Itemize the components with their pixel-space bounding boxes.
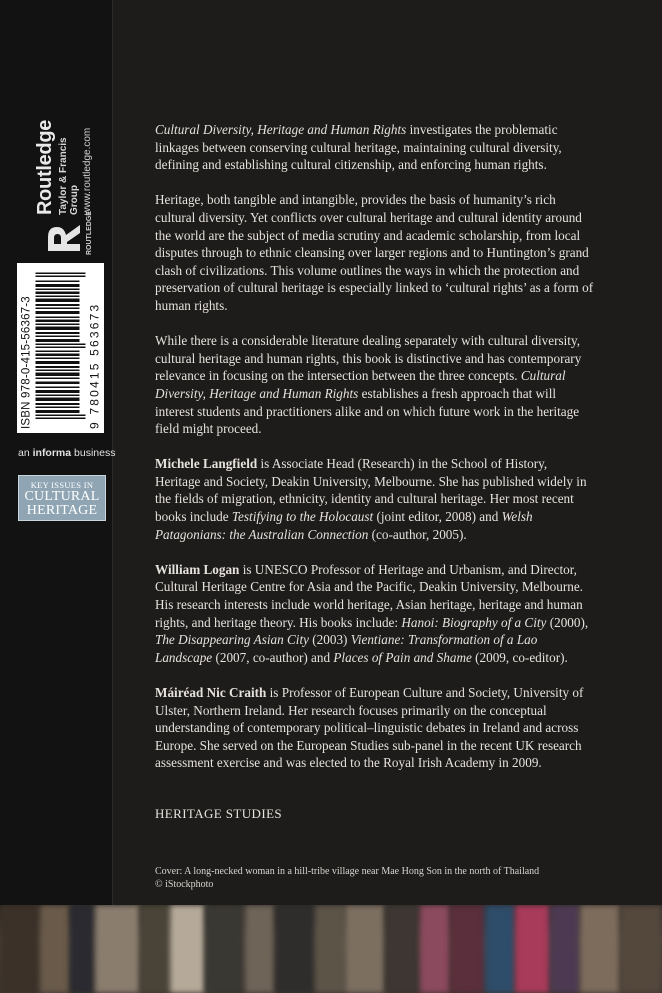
barcode-icon (35, 269, 85, 419)
book-title: Cultural Diversity, Heritage and Human Rights (155, 122, 407, 137)
routledge-logo-icon (44, 219, 84, 255)
publisher-name: Routledge (34, 119, 56, 215)
author-bio-langfield: Michele Langfield is Associate Head (Research) in the School of History, Heritage and Society, Deakin University, Melbourne. She has published widely in the fields of migration, ethnicity, identity and cultural heritage. Her most recent books include Testifying to the Holocaust (joint editor, 2008) and Welsh Patagonians: the Australian Connection (co-author, 2005). (155, 456, 587, 542)
blurb-paragraph-2: Heritage, both tangible and intangible, provides the basis of humanity’s rich cultural diversity. Yet conflicts over cultural heritage and cultural identity around the world are the subject of media scrutiny and academic scholarship, from local disputes through to ethnic cleansing over larger regions and to Huntington’s grand clash of civilizations. This volume outlines the ways in which the protection and preservation of cultural heritage is especially linked to ‘cultural rights’ as a form of human rights. (155, 192, 594, 313)
blurb-paragraph-3: While there is a considerable literature dealing separately with cultural diversity, cultural heritage and human rights, this book is distinctive and has contemporary relevance in focusing on the intersection between the three concepts. Cultural Diversity, Heritage and Human Rights establishes a fresh approach that will interest students and practitioners alike and on which future work in the heritage field might proceed. (155, 333, 582, 437)
barcode-box (17, 263, 104, 433)
copyright-line: © iStockphoto (155, 879, 214, 890)
cover-photo-strip (0, 905, 662, 993)
publisher-website[interactable]: www.routledge.com (82, 127, 93, 215)
barcode-number: 9 780415 563673 (87, 302, 101, 429)
book-title: Cultural Diversity, Heritage and Human Rights (155, 368, 566, 401)
series-line-2: CULTURAL (24, 489, 100, 504)
author-bio-logan: William Logan is UNESCO Professor of Heritage and Urbanism, and Director, Cultural Heritage Centre for Asia and the Pacific, Deakin University, Melbourne. His research interests include world heritage, Asian heritage, heritage and human rights, and heritage theory. His books include: Hanoi: Biography of a City (2000), The Disappearing Asian City (2003) Vientiane: Transformation of a Lao Landscape (2007, co-author) and Places of Pain and Shame (2009, co-editor). (155, 561, 589, 665)
informa-brand: informa (32, 447, 72, 459)
author-name: William Logan (155, 561, 240, 577)
author-name: Michele Langfield (155, 456, 258, 472)
subject-category: HERITAGE STUDIES (155, 806, 283, 821)
routledge-logo-text: ROUTLEDGE (86, 211, 93, 255)
series-line-3: HERITAGE (26, 503, 98, 518)
cover-credit-line: Cover: A long-necked woman in a hill-tribe village near Mae Hong Son in the north of Thailand (155, 866, 540, 877)
series-badge (18, 475, 106, 521)
author-name: Máiréad Nic Craith (155, 685, 267, 700)
author-bio-nic-craith: Máiréad Nic Craith is Professor of European Culture and Society, University of Ulster, Northern Ireland. Her research focuses primarily on the conceptual understanding of contemporary political–linguistic debates in Ireland and across Europe. She served on the European Studies sub-panel in the recent UK research assessment exercise and was elected to the Royal Irish Academy in 2009. (155, 685, 584, 771)
informa-suffix: business (71, 447, 116, 459)
blurb-paragraph-1: Cultural Diversity, Heritage and Human Rights investigates the problematic linkages between conserving cultural heritage, maintaining cultural diversity, defining and establishing cultural citizenship, and enforcing human rights. (155, 122, 562, 173)
informa-tagline (18, 447, 115, 459)
cover-credit (155, 865, 625, 891)
informa-prefix: an (18, 447, 33, 459)
series-line-1: KEY ISSUES IN (30, 480, 94, 490)
blurb-text (155, 121, 595, 790)
publisher-group: Taylor & Francis Group (58, 137, 80, 215)
isbn-text: ISBN 978-0-415-56367-3 (20, 296, 32, 429)
publisher-block (18, 115, 108, 255)
